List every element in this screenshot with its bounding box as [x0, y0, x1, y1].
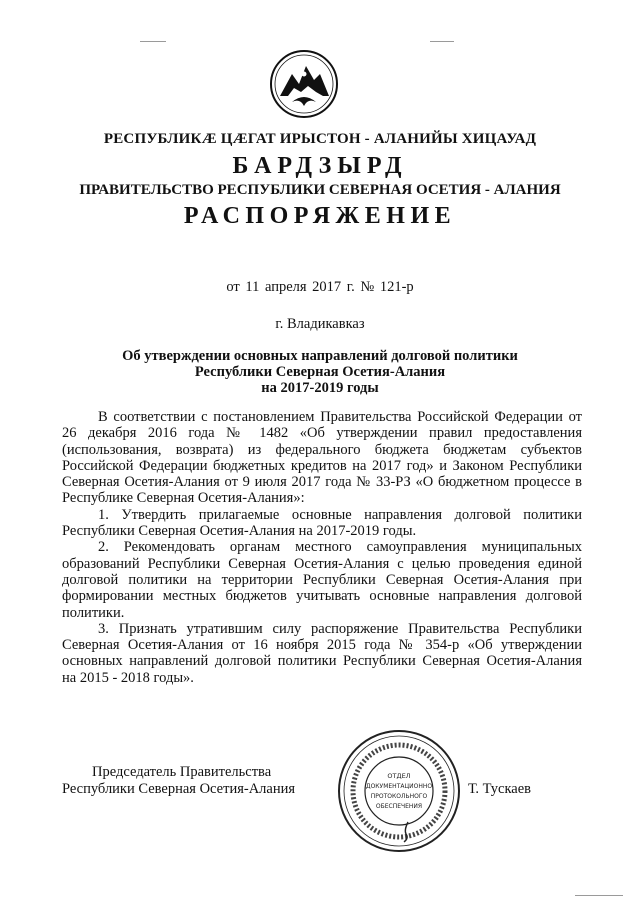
ossetian-republic-heading: РЕСПУБЛИКӔ ЦӔГАТ ИРЫСТОН - АЛАНИЙЫ ХИЦАУАД	[103, 131, 537, 147]
item-1-paragraph: 1. Утвердить прилагаемые основные направления долговой политики Республики Северная Осетия-Алания на 2017-2019 годы.	[62, 506, 582, 540]
document-date-number: от 11 апреля 2017 г. № 121-р	[226, 279, 414, 295]
item-2-paragraph: 2. Рекомендовать органам местного самоуправления муниципальных образований Республики Северная Осетия-Алания с целью проведения единой долговой политики на территории Республики Северная Осетия-Алания при формировании местных бюджетов учитывать основные направления долговой политики.	[62, 539, 582, 621]
title-line-3: на 2017-2019 годы	[261, 380, 379, 396]
coat-of-arms-icon	[268, 48, 340, 120]
document-body	[62, 409, 582, 686]
russian-government-heading: ПРАВИТЕЛЬСТВО РЕСПУБЛИКИ СЕВЕРНАЯ ОСЕТИЯ - АЛАНИЯ	[79, 182, 561, 198]
position-line-2: Республики Северная Осетия-Алания	[62, 781, 296, 797]
russian-doc-type: РАСПОРЯЖЕНИЕ	[183, 203, 457, 229]
title-line-2: Республики Северная Осетия-Алания	[194, 364, 446, 380]
signature-mark	[400, 820, 414, 844]
signatory-name: Т. Тускаев	[468, 781, 532, 797]
svg-text:ПРОТОКОЛЬНОГО: ПРОТОКОЛЬНОГО	[370, 793, 428, 800]
official-seal-stamp	[336, 728, 462, 854]
scan-artifact	[575, 895, 623, 896]
svg-text:ДОКУМЕНТАЦИОННО: ДОКУМЕНТАЦИОННО	[365, 783, 433, 790]
title-line-1: Об утверждении основных направлений долговой политики	[122, 348, 518, 364]
document-city: г. Владикавказ	[275, 316, 365, 332]
svg-text:ОТДЕЛ: ОТДЕЛ	[387, 772, 411, 780]
signatory-position	[62, 764, 295, 798]
ossetian-doc-type: БАРДЗЫРД	[232, 153, 408, 179]
svg-text:ОБЕСПЕЧЕНИЯ: ОБЕСПЕЧЕНИЯ	[375, 803, 423, 810]
position-line-1: Председатель Правительства	[92, 764, 272, 780]
document-title	[0, 348, 640, 396]
item-3-paragraph: 3. Признать утратившим силу распоряжение Правительства Республики Северная Осетия-Алания от 16 ноября 2015 года № 354-р «Об утверждении основных направлений долговой политики Республики Северная Осетия-Алания на 2015 - 2018 годы».	[62, 620, 582, 686]
scan-artifact	[430, 41, 454, 42]
scan-artifact	[140, 41, 166, 42]
preamble-paragraph: В соответствии с постановлением Правительства Российской Федерации от 26 декабря 2016 года № 1482 «Об утверждении правил предоставления (использования, возврата) из федерального бюджета бюджетам субъектов Российской Федерации бюджетных кредитов на 2017 год» и Законом Республики Северная Осетия-Алания от 9 июля 2017 года № 33-РЗ «О бюджетном процессе в Республике Северная Осетия-Алания»:	[62, 409, 582, 507]
